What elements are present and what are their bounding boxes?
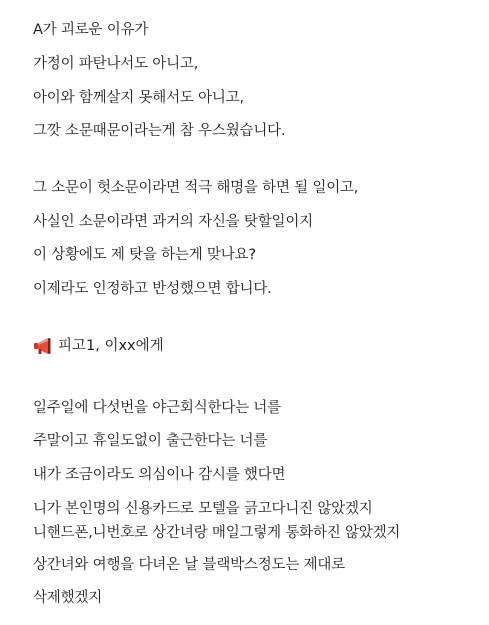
text-line: 주말이고 휴일도없이 출근한다는 너를 [33,433,268,449]
text-line: A가 괴로운 이유가 [33,22,149,38]
text-line: 일주일에 다섯번을 야근회식한다는 너를 [33,400,281,416]
text-line: 이 상황에도 제 탓을 하는게 맞나요? [33,247,256,263]
text-line: 가정이 파탄나서도 아니고, [33,56,199,72]
text-line: 그 소문이 헛소문이라면 적극 해명을 하면 될 일이고, [33,180,359,196]
text-line: 이제라도 인정하고 반성했으면 합니다. [33,281,272,297]
text-line: 아이와 함께살지 못해서도 아니고, [33,90,244,106]
section-heading: 피고1, 이xx에게 [58,338,164,354]
text-line: 니가 본인명의 신용카드로 모텔을 긁고다니진 않았겠지 [33,501,373,517]
text-line: 내가 조금이라도 의심이나 감시를 했다면 [33,467,286,483]
text-line: 사실인 소문이라면 과거의 자신을 탓할일이지 [33,214,313,230]
text-line: 그깟 소문때문이라는게 참 우스웠습니다. [33,123,286,139]
text-line: 상간녀와 여행을 다녀온 날 블랙박스정도는 제대로 [33,557,345,573]
text-line: 니핸드폰,니번호로 상간녀랑 매일그렇게 통화하진 않았겠지 [33,525,401,541]
megaphone-icon [33,337,53,355]
text-line: 삭제했겠지 [33,590,103,606]
